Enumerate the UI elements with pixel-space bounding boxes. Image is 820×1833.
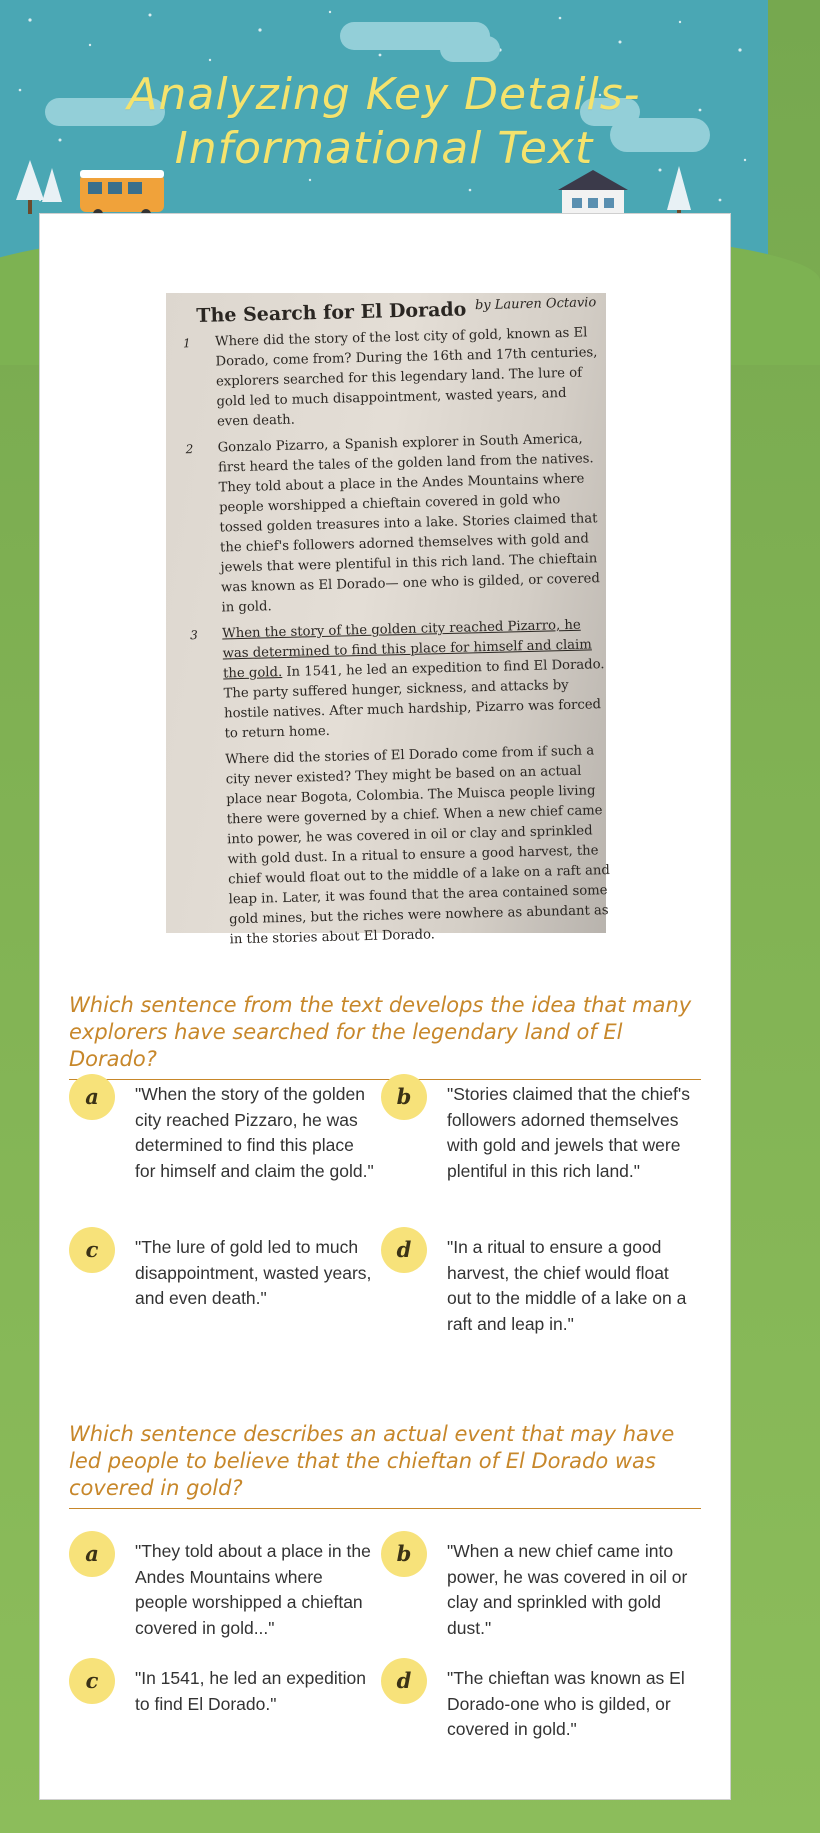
option-letter-badge: d xyxy=(381,1227,427,1273)
option-text: "In 1541, he led an expedition to find El Dorado." xyxy=(135,1668,366,1714)
option-text: "They told about a place in the Andes Mountains where people worshipped a chieftan covered in gold..." xyxy=(135,1541,371,1638)
paragraph-number: 1 xyxy=(182,336,191,351)
underlined-sentence: When the story of the golden city reached Pizarro, he was determined to find this place for himself and claim the gold. xyxy=(222,617,592,682)
passage-paragraph xyxy=(207,741,612,951)
paragraph-number: 3 xyxy=(190,628,199,643)
option-letter-badge: a xyxy=(69,1074,115,1120)
option-text: "Stories claimed that the chief's followers adorned themselves with gold and jewels that were plentiful in this rich land." xyxy=(447,1084,691,1181)
passage-paragraph xyxy=(182,323,599,433)
passage-paragraph xyxy=(185,429,603,619)
question-2-prompt: Which sentence describes an actual event that may have led people to believe that the chieftan of El Dorado was covered in gold? xyxy=(69,1421,701,1509)
option-letter-badge: d xyxy=(381,1658,427,1704)
cloud xyxy=(440,36,500,62)
option-text: "The chieftan was known as El Dorado-one who is gilded, or covered in gold." xyxy=(447,1668,685,1739)
option-text: "The lure of gold led to much disappointment, wasted years, and even death." xyxy=(135,1237,372,1308)
passage-title: The Search for El Dorado xyxy=(196,298,467,327)
page-title: Analyzing Key Details- Informational Text xyxy=(127,69,641,174)
paragraph-text: Where did the stories of El Dorado come from if such a city never existed? They might be based on an actual place near Bogota, Colombia. The Muisca people living there were governed by a chief. When a new chief came into power, he was covered in oil or clay and sprinkled with gold dust. In a ritual to ensure a good harvest, the chief would float out to the middle of a lake on a raft and leap in. Later, it was found that the area contained some gold mines, but the riches were nowhere as abundant as in the stories about El Dorado. xyxy=(225,743,611,948)
option-letter-badge: b xyxy=(381,1074,427,1120)
paragraph-number: 2 xyxy=(185,442,194,457)
option-letter-badge: a xyxy=(69,1531,115,1577)
paragraph-text: In 1541, he led an expedition to find El Dorado. The party suffered hunger, sickness, and attacks by hostile natives. After much hardship, Pizarro was forced to return home. xyxy=(223,657,605,742)
question-1-prompt: Which sentence from the text develops the idea that many explorers have searched for the legendary land of El Dorado? xyxy=(69,992,701,1080)
option-letter-badge: c xyxy=(69,1658,115,1704)
passage-author: by Lauren Octavio xyxy=(474,295,597,314)
passage-image xyxy=(166,293,611,948)
paragraph-text: Where did the story of the lost city of gold, known as El Dorado, come from? During the 16th and 17th centuries, explorers searched for this legendary land. The lure of gold led to much disappointment, wasted years, and even death. xyxy=(214,325,598,430)
option-text: "In a ritual to ensure a good harvest, the chief would float out to the middle of a lake on a raft and leap in." xyxy=(447,1237,687,1334)
option-letter-badge: b xyxy=(381,1531,427,1577)
option-text: "When the story of the golden city reached Pizzaro, he was determined to find this place for himself and claim the gold." xyxy=(135,1084,374,1181)
passage-paragraph xyxy=(190,615,607,745)
option-text: "When a new chief came into power, he was covered in oil or clay and sprinkled with gold dust." xyxy=(447,1541,688,1638)
worksheet-card xyxy=(39,213,731,1800)
paragraph-text: Gonzalo Pizarro, a Spanish explorer in South America, first heard the tales of the golden land from the natives. They told about a place in the Andes Mountains where people worshipped a chieftain covered in gold who tossed golden treasures into a lake. Stories claimed that the chief's followers adorned themselves with gold and jewels that were plentiful in this rich land. The chieftain was known as El Dorado— one who is gilded, or covered in gold. xyxy=(217,431,600,616)
option-letter-badge: c xyxy=(69,1227,115,1273)
